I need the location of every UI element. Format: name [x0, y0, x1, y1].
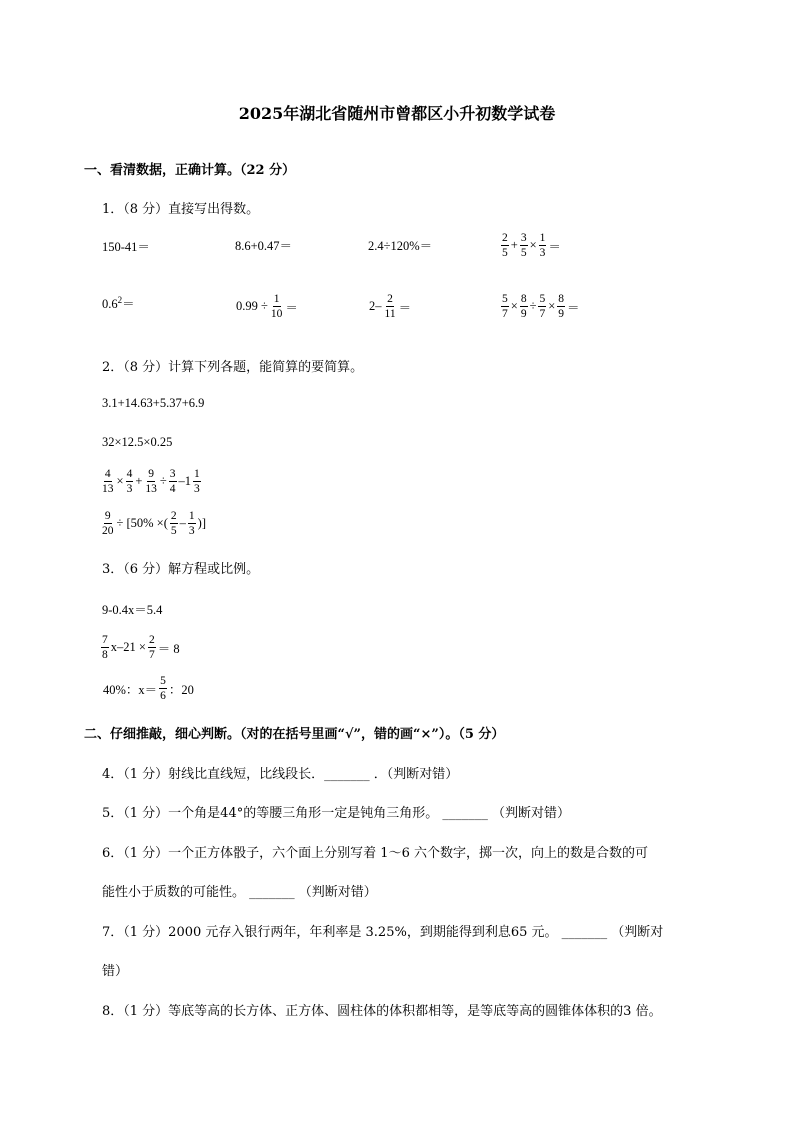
section-1-heading: 一、看清数据，正确计算。（22 分） [84, 163, 296, 178]
q3-expr-2: $\frac{7}{8}$ x–21 × $\frac{2}{7}$ ＝ 8 [102, 634, 180, 661]
q1-expr-4: $\frac{2}{5}$ + $\frac{3}{5}$ × $\frac{1}{3}$ ＝ [502, 232, 561, 259]
question-1-text: 1．（8 分）直接写出得数。 [102, 202, 260, 217]
question-6-line-2: 能性小于质数的可能性。 _______ （判断对错） [102, 885, 377, 900]
q2-expr-1: 3.1+14.63+5.37+6.9 [102, 396, 205, 410]
q1-expr-5: $0.6^2=$ [102, 294, 135, 311]
q3-expr-1: 9-0.4x＝5.4 [102, 603, 163, 617]
q2-expr-4: $\frac{9}{20}$ ÷ [50% ×( $\frac{2}{5}$ – $\frac{1}{3}$ )] [102, 510, 206, 537]
q1-expr-8: $\frac{5}{7}$ × $\frac{8}{9}$ ÷ $\frac{5}{7}$ × $\frac{8}{9}$ ＝ [502, 293, 580, 320]
q1-expr-1: 150-41＝ [102, 240, 150, 254]
question-7-line-1: 7．（1 分）2000 元存入银行两年，年利率是 3.25%，到期能得到利息65 元。 _______ （判断对 [102, 925, 664, 940]
q1-expr-3: 2.4÷120%＝ [368, 239, 433, 253]
question-6-line-1: 6．（1 分）一个正方体骰子，六个面上分别写着 1～6 六个数字，掷一次，向上的数是合数的可 [102, 846, 648, 861]
question-5-text: 5．（1 分）一个角是44°的等腰三角形一定是钝角三角形。 _______ （判断对错） [102, 806, 570, 821]
question-7-line-2: 错） [102, 964, 129, 979]
q1-expr-2: 8.6+0.47＝ [235, 239, 293, 253]
question-2-text: 2．（8 分）计算下列各题，能简算的要简算。 [102, 360, 364, 375]
q2-expr-3: $\frac{4}{13}$ × $\frac{4}{3}$ + $\frac{9}{13}$ ÷ $\frac{3}{4}$ –1 $\frac{1}{3}$ [102, 468, 200, 495]
q1-expr-7: 2– $\frac{2}{11}$ ＝ [369, 293, 412, 320]
page-title: 2025年湖北省随州市曾都区小升初数学试卷 [238, 104, 556, 123]
question-8-text: 8．（1 分）等底等高的长方体、正方体、圆柱体的体积都相等，是等底等高的圆锥体体积的3 倍。 [102, 1004, 662, 1019]
q2-expr-2: 32×12.5×0.25 [102, 435, 173, 449]
question-4-text: 4．（1 分）射线比直线短，比线段长．_______ ．（判断对错） [102, 767, 459, 782]
question-3-text: 3．（6 分）解方程或比例。 [102, 562, 260, 577]
q1-expr-6: 0.99 ÷ $\frac{1}{10}$ ＝ [236, 293, 298, 320]
q3-expr-3: 40%：x＝ $\frac{5}{6}$ ：20 [103, 675, 194, 702]
section-2-heading: 二、仔细推敲，细心判断。（对的在括号里画“√”，错的画“×”）。（5 分） [84, 727, 505, 742]
